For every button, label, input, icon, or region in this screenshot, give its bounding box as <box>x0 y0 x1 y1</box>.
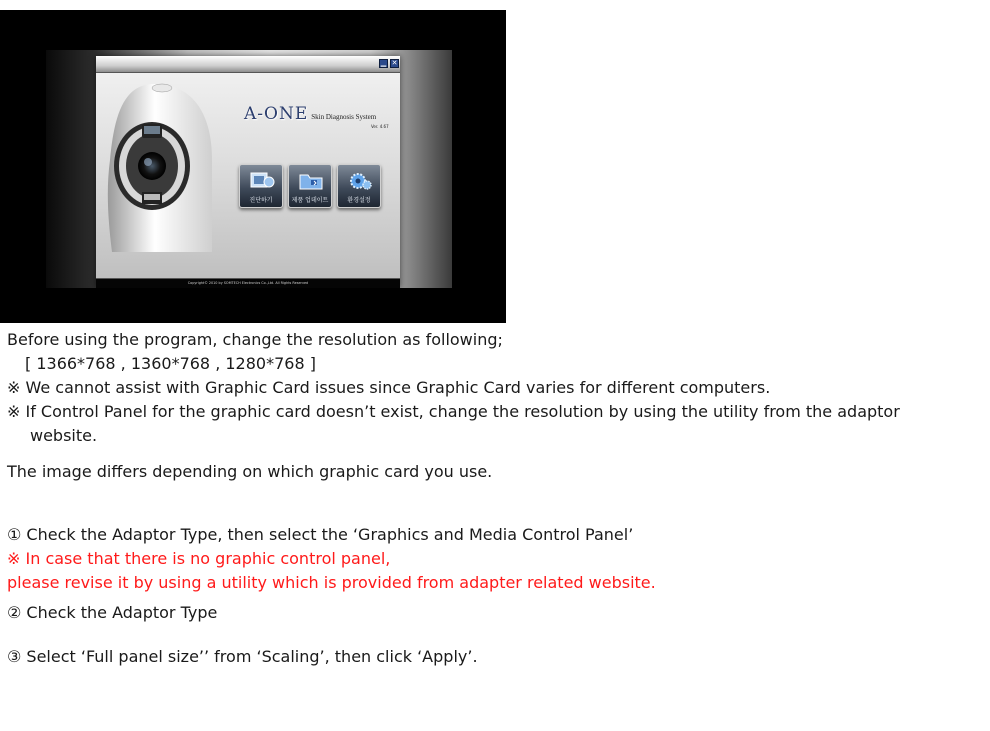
update-folder-icon <box>297 170 325 192</box>
program-screenshot <box>0 10 506 323</box>
close-button[interactable]: ✕ <box>391 59 398 67</box>
window-title-bar[interactable] <box>96 56 400 73</box>
minimize-button[interactable]: ▁ <box>380 59 387 67</box>
resolution-list: [ 1366*768 , 1360*768 , 1280*768 ] <box>25 354 316 373</box>
settings-label: 환경설정 <box>347 197 371 204</box>
warning-line-2: please revise it by using a utility which is provided from adapter related website. <box>7 573 656 592</box>
step-1: ① Check the Adaptor Type, then select the ‘Graphics and Media Control Panel’ <box>7 525 634 544</box>
a-one-app-window <box>96 56 400 288</box>
settings-gear-icon <box>346 170 374 192</box>
settings-button[interactable] <box>337 164 381 208</box>
control-panel-note: ※ If Control Panel for the graphic card doesn’t exist, change the resolution by using the utility from the adaptor <box>7 402 900 421</box>
copyright-text: Copyright© 2010 by SOMTECH Electronics Co.,Ltd. All Rights Reserved <box>187 281 309 285</box>
resolution-intro: Before using the program, change the resolution as following; <box>7 330 503 349</box>
logo-subtitle: Skin Diagnosis System <box>311 113 377 121</box>
version-label: Ver. 4.67 <box>371 124 389 129</box>
skin-device-image <box>104 80 214 252</box>
logo-area <box>244 104 394 129</box>
image-differs-note: The image differs depending on which graphic card you use. <box>7 462 493 481</box>
app-footer <box>96 278 400 288</box>
product-update-button[interactable] <box>288 164 332 208</box>
diagnose-button[interactable] <box>239 164 283 208</box>
product-update-label: 제품 업데이트 <box>291 197 329 204</box>
warning-line-1: ※ In case that there is no graphic control panel, <box>7 549 391 568</box>
graphic-card-note: ※ We cannot assist with Graphic Card issues since Graphic Card varies for different computers. <box>7 378 771 397</box>
app-logo: A-ONE <box>244 104 309 124</box>
step-2: ② Check the Adaptor Type <box>7 603 218 622</box>
diagnose-label: 진단하기 <box>249 197 273 204</box>
diagnosis-icon <box>248 170 276 192</box>
step-3: ③ Select ‘Full panel size’’ from ‘Scaling’, then click ‘Apply’. <box>7 647 478 666</box>
control-panel-note-continued: website. <box>30 426 98 445</box>
